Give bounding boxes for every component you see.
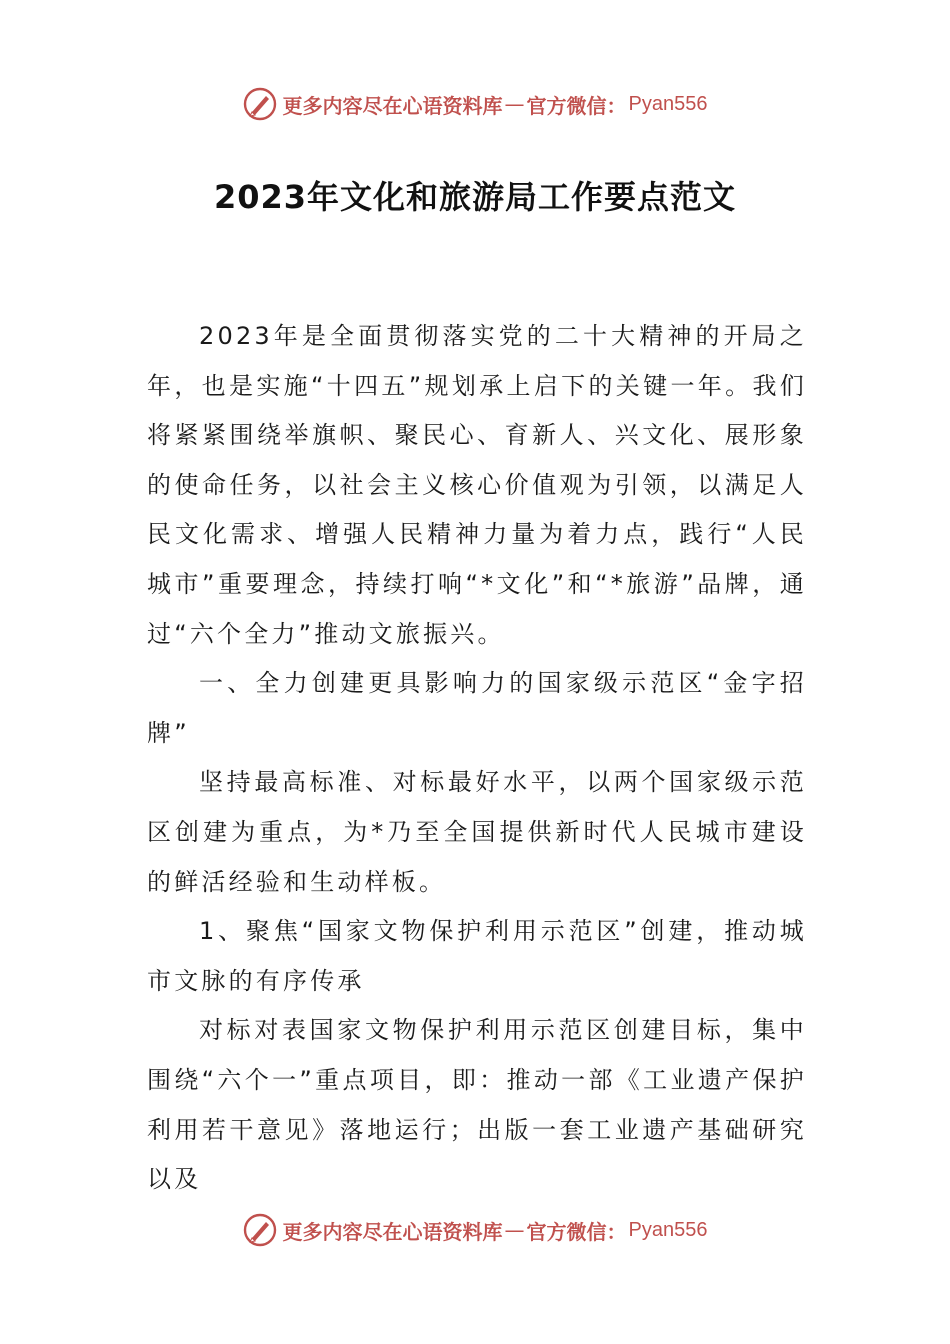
paragraph-intro: 2023年是全面贯彻落实党的二十大精神的开局之年，也是实施“十四五”规划承上启下的关键一年。我们将紧紧围绕举旗帜、聚民心、育新人、兴文化、展形象的使命任务，以社会主义核心价值观为引领，以满足人民文化需求、增强人民精神力量为着力点，践行“人民城市”重要理念，持续打响“*文化”和“*旅游”品牌，通过“六个全力”推动文旅振兴。: [147, 322, 807, 648]
document-body: [147, 312, 807, 1205]
document-title: 2023年文化和旅游局工作要点范文: [213, 178, 737, 216]
heading-section-1: 一、全力创建更具影响力的国家级示范区“金字招牌”: [147, 669, 807, 747]
watermark-contact-label: 官方微信：: [526, 93, 627, 118]
watermark-contact-id: Pyan556: [628, 92, 708, 115]
header-watermark: [0, 84, 950, 124]
watermark-separator: —: [504, 92, 525, 116]
paragraph-subsection-1: 对标对表国家文物保护利用示范区创建目标，集中围绕“六个一”重点项目，即：推动一部《工业遗产保护利用若干意见》落地运行；出版一套工业遗产基础研究以及: [147, 1016, 807, 1194]
heading-subsection-1: 1、聚焦“国家文物保护利用示范区”创建，推动城市文脉的有序传承: [147, 917, 807, 995]
watermark-contact-id: Pyan556: [628, 1218, 708, 1241]
footer-watermark: [0, 1210, 950, 1250]
paragraph-section-1: 坚持最高标准、对标最好水平，以两个国家级示范区创建为重点，为*乃至全国提供新时代人民城市建设的鲜活经验和生动样板。: [147, 768, 807, 896]
watermark-text: 更多内容尽在心语资料库: [282, 93, 503, 118]
watermark-contact-label: 官方微信：: [526, 1219, 627, 1244]
watermark-text: 更多内容尽在心语资料库: [282, 1219, 503, 1244]
pen-logo-icon: [243, 87, 277, 121]
pen-logo-icon: [243, 1213, 277, 1247]
watermark-separator: —: [504, 1218, 525, 1242]
